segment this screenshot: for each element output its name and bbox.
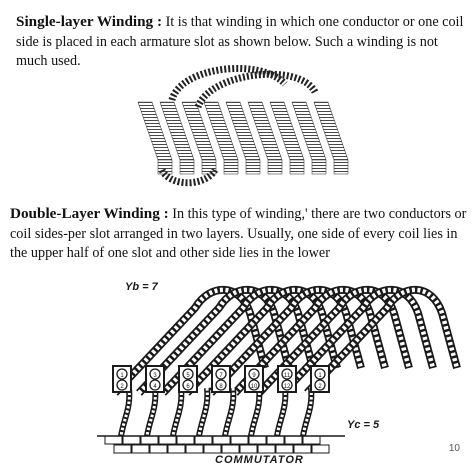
tooth-end [290,160,304,174]
slot-number-lower: 6 [186,384,190,390]
commutator-segment [168,445,185,453]
commutator-segment [276,445,293,453]
commutator-segment [222,445,239,453]
tooth-end [246,160,260,174]
commutator-label: COMMUTATOR [215,454,304,466]
tooth-end [202,160,216,174]
slot-number-upper: 9 [252,373,256,379]
slot-number-lower: 2 [318,384,322,390]
commutator-segment [249,436,266,444]
tooth-end [312,160,326,174]
double-coil-conductors [115,290,457,436]
tooth-end [268,160,282,174]
slot-number-upper: 7 [219,373,223,379]
commutator-segment [294,445,311,453]
slot-number-lower: 4 [153,384,157,390]
slot-number-lower: 8 [219,384,223,390]
commutator-segment [303,436,320,444]
yc-label: Yc = 5 [347,419,380,431]
commutator-segment [123,436,140,444]
double-layer-paragraph [10,204,468,264]
double-layer-text: In this type of winding,' there are two conductors or coil sides-per slot arranged in two layers. Usually, one side of every coil lies in the upper half of one slot and other side lies in the lower [10,206,467,261]
commutator-segment [141,436,158,444]
commutator-segment [195,436,212,444]
slot-number-lower: 12 [283,384,291,390]
slot-number-lower: 2 [120,384,124,390]
commutator-segment [231,436,248,444]
commutator-segment [312,445,329,453]
double-slot-boxes [113,366,329,392]
commutator-segment [186,445,203,453]
commutator-segment [132,445,149,453]
yb-label: Yb = 7 [125,281,158,293]
commutator-segment [159,436,176,444]
slot-number-upper: 5 [186,373,190,379]
double-layer-winding-figure [95,268,425,468]
single-layer-heading: Single-layer Winding : [16,13,163,30]
commutator-segment [105,436,122,444]
double-layer-heading: Double-Layer Winding : [10,205,169,222]
slot-number-upper: 3 [153,373,157,379]
tooth-end [334,160,348,174]
commutator-segment [213,436,230,444]
slot-number-lower: 10 [250,384,258,390]
commutator-segment [258,445,275,453]
commutator-segment [285,436,302,444]
commutator-segment [267,436,284,444]
slot-number-upper: 1 [318,373,322,379]
armature-slots [138,102,348,174]
commutator-segments [97,436,345,453]
tooth-end [224,160,238,174]
slot-number-upper: 11 [283,373,291,379]
commutator-segment [114,445,131,453]
commutator-segment [150,445,167,453]
commutator-segment [240,445,257,453]
single-layer-text: It is that winding in which one conductor or one coil side is placed in each armature slot as shown below. Such a winding is not much used. [16,14,464,69]
commutator-segment [204,445,221,453]
tooth-end [180,160,194,174]
slot-number-upper: 1 [120,373,124,379]
commutator-segment [177,436,194,444]
single-layer-winding-figure [110,62,370,187]
page-number: 10 [448,443,460,454]
